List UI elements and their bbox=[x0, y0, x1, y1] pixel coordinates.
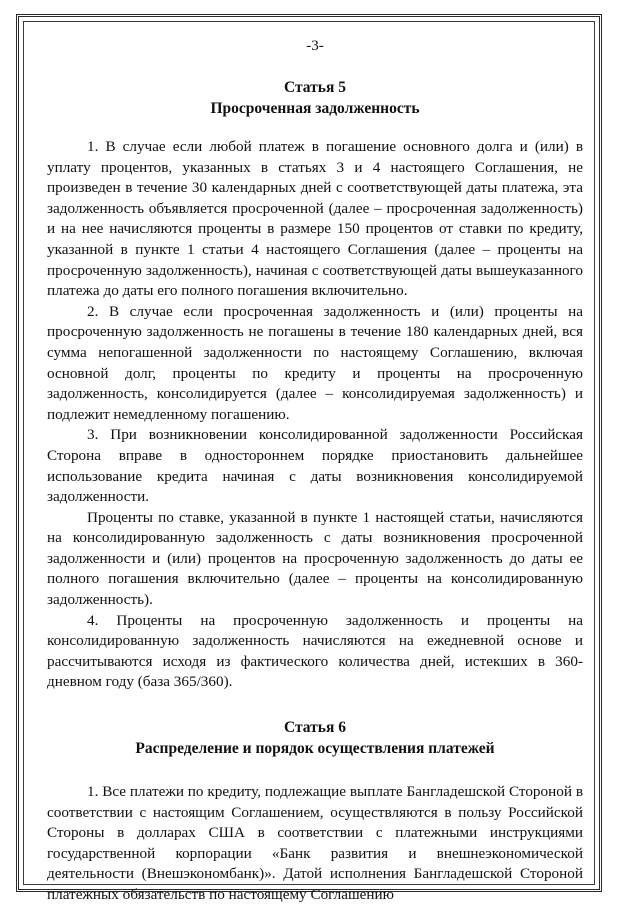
article-5-title: Просроченная задолженность bbox=[210, 100, 420, 117]
article-6-number: Статья 6 bbox=[284, 719, 346, 737]
document-page bbox=[47, 38, 583, 906]
article-6-paragraph-1: 1. Все платежи по кредиту, подлежащие выплате Бангладешской Стороной в соответствии с настоящим Соглашением, осуществляются в пользу Российской Стороны в долларах США в соответствии с платежными инструкциями государственной корпорации «Банк развития и внешнеэкономической деятельности (Внешэкономбанк)». Датой исполнения Бангладешской Стороной платежных обязательств по настоящему Соглашению bbox=[47, 783, 583, 903]
article-5-paragraph-3-cont: Проценты по ставке, указанной в пункте 1 настоящей статьи, начисляются на консолидированную задолженность с даты возникновения просроченной задолженности и (или) процентов на просроченную задолженность до даты ее полного погашения включительно (далее – проценты на консолидированную задолженность). bbox=[47, 508, 583, 609]
article-spacer bbox=[47, 693, 583, 717]
article-5-paragraph-3: 3. При возникновении консолидированной задолженности Российская Сторона вправе в одностороннем порядке приостановить дальнейшее использование кредита начиная с даты возникновения консолидируемой задолженности. bbox=[47, 426, 583, 506]
article-6-title: Распределение и порядок осуществления платежей bbox=[135, 740, 495, 758]
page-number: -3- bbox=[306, 38, 324, 54]
article-5-paragraph-1: 1. В случае если любой платеж в погашение основного долга и (или) в уплату процентов, указанных в статьях 3 и 4 настоящего Соглашения, не произведен в течение 30 календарных дней с соответствующей даты платежа, эта задолженность объявляется просроченной (далее – просроченная задолженность) и на нее начисляются проценты в размере 150 процентов от ставки по кредиту, указанной в пункте 1 статьи 4 настоящего Соглашения (далее – проценты на просроченную задолженность), начиная с соответствующей даты вышеуказанного платежа до даты его полного погашения включительно. bbox=[47, 138, 583, 300]
article-5-paragraph-4: 4. Проценты на просроченную задолженность и проценты на консолидированную задолженность начисляются на ежедневной основе и рассчитываются исходя из фактического количества дней, истекших в 360-дневном году (база 365/360). bbox=[47, 611, 583, 691]
article-5-paragraph-2: 2. В случае если просроченная задолженность и (или) проценты на просроченную задолженность не погашены в течение 180 календарных дней, вся сумма непогашенной задолженности по настоящему Соглашению, включая основной долг, проценты по кредиту и проценты на просроченную задолженность, консолидируется (далее – консолидируемая задолженность) и подлежит немедленному погашению. bbox=[47, 302, 583, 423]
article-5-number: Статья 5 bbox=[284, 79, 346, 96]
